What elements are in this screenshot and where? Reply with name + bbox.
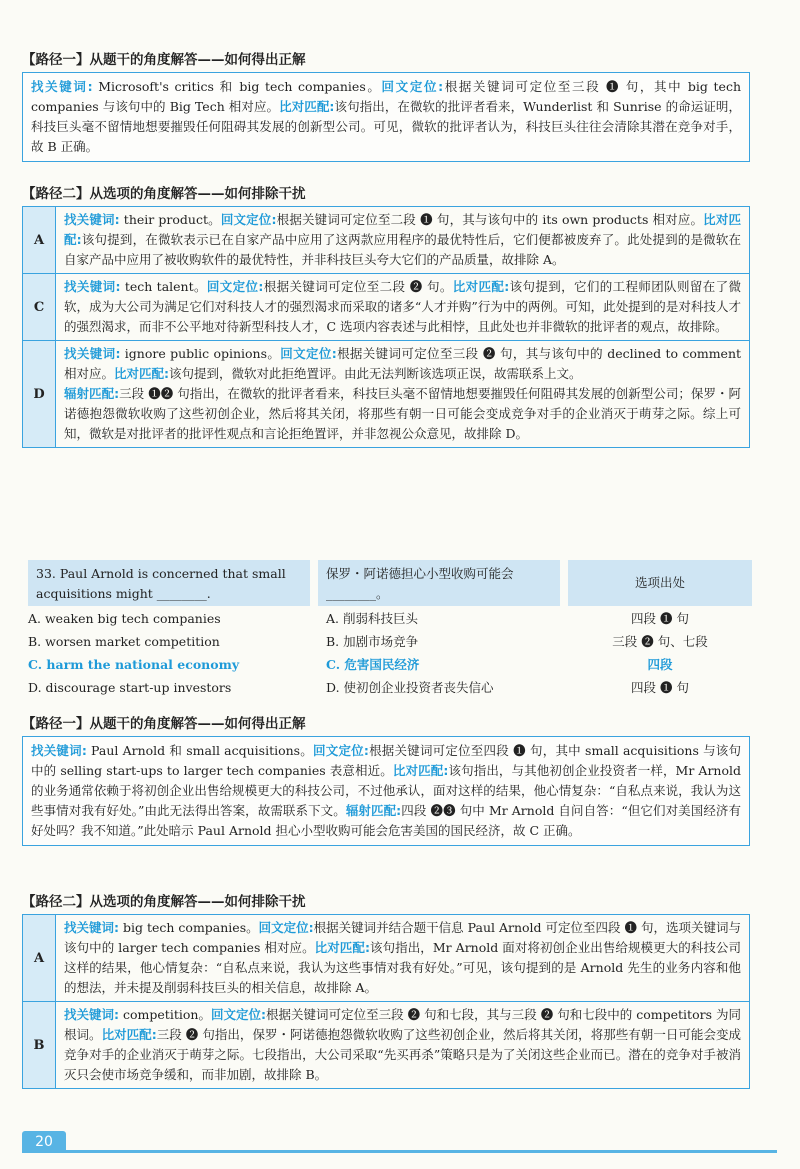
compare-label: 比对匹配: xyxy=(314,940,370,955)
compare-text: 该句提到，在微软表示已在自家产品中应用了这两款应用程序的最优特性后，它们便都被废弃了。此处提到的是微软在自家产品中应用了被收购软件的最优特性，并非科技巨头夸大它们的产品质量，故排除 A。 xyxy=(64,232,741,267)
question-stem-en: 33. Paul Arnold is concerned that small acquisitions might ________. xyxy=(28,560,310,606)
compare-text: 该句指出，在微软的批评者看来，Wunderlist 和 Sunrise 的命运证明，科技巨头毫不留情地想要摧毁任何阻碍其发展的创新型公司。可见，微软的批评者认为，科技巨头往往会清除其潜在竞争对手，故 B 正确。 xyxy=(31,99,741,154)
find-keyword-label: 找关键词: xyxy=(64,212,120,227)
compare-label: 比对匹配: xyxy=(279,99,335,114)
locate-label: 回文定位: xyxy=(258,920,314,935)
option-explanation xyxy=(56,274,750,341)
q33-path1-text xyxy=(31,741,741,841)
option-row-a xyxy=(23,915,750,1002)
find-keyword-label: 找关键词: xyxy=(31,743,87,758)
compare-label: 比对匹配: xyxy=(452,279,510,294)
locate-label: 回文定位: xyxy=(280,346,337,361)
choice-a-en: A. weaken big tech companies xyxy=(28,611,221,626)
option-explanation xyxy=(56,1002,750,1089)
locate-text: 根据关键词可定位至三段 ❷ 句和七段，其与三段 ❷ 句和七段中的 competitors 为同根词。 xyxy=(64,1007,741,1042)
choice-c-en-correct: C. harm the national economy xyxy=(28,657,240,672)
find-keyword-label: 找关键词: xyxy=(64,920,120,935)
option-row-d xyxy=(23,341,750,448)
q33-path2-heading: 【路径二】从选项的角度解答——如何排除干扰 xyxy=(22,894,306,910)
find-keyword-label: 找关键词: xyxy=(64,346,121,361)
radiate-text: 三段 ❶❷ 句指出，在微软的批评者看来，科技巨头毫不留情地想要摧毁任何阻碍其发展的创新型公司；保罗・阿诺德抱怨微软收购了这些初创企业，然后将其关闭，将那些有朝一日可能会变成竞争对手的企业消灭于萌芽之际。综上可知，微软是对批评者的批评性观点和言论拒绝置评，并非忽视公众意见，故排除 D。 xyxy=(64,386,742,441)
compare-text: 三段 ❷ 句指出，保罗・阿诺德抱怨微软收购了这些初创企业，然后将其关闭，将那些有朝一日可能会变成竞争对手的企业消灭于萌芽之际。七段指出，大公司采取“先买再杀”策略只是为了关闭这些企业而已。潜在的竞争对手被消灭只会使市场竞争缓和，而非加剧，故排除 B。 xyxy=(64,1027,742,1082)
choice-b-cn: B. 加剧市场竞争 xyxy=(326,634,419,649)
q33-path1-box xyxy=(22,736,750,846)
radiate-label: 辐射匹配: xyxy=(64,386,120,401)
keyword-text: Microsoft's critics 和 big tech companies。 xyxy=(92,79,382,94)
path1-box xyxy=(22,72,750,162)
option-row-b xyxy=(23,1002,750,1089)
locate-label: 回文定位: xyxy=(210,1007,266,1022)
locate-label: 回文定位: xyxy=(206,279,264,294)
path1-heading: 【路径一】从题干的角度解答——如何得出正解 xyxy=(22,52,306,68)
option-row-a xyxy=(23,207,750,274)
keyword-text: Paul Arnold 和 small acquisitions。 xyxy=(86,743,314,758)
option-letter: A xyxy=(23,915,56,1002)
choice-a-source: 四段 ❶ 句 xyxy=(631,611,689,626)
question-stem-cn: 保罗・阿诺德担心小型收购可能会________。 xyxy=(318,560,560,606)
locate-text: 根据关键词可定位至三段 ❷ 句，其与该句中的 declined to comment 相对应。 xyxy=(64,346,742,381)
locate-text: 根据关键词可定位至二段 ❷ 句。 xyxy=(263,279,453,294)
choice-b-source: 三段 ❷ 句、七段 xyxy=(612,634,708,649)
locate-text: 根据关键词可定位至四段 ❶ 句，其中 small acquisitions 与该句中的 selling start-ups to larger tech companies 表意相近。 xyxy=(31,743,742,778)
compare-text: 该句指出，Mr Arnold 面对将初创企业出售给规模更大的科技公司这样的结果，他心情复杂：“自私点来说，我认为这些事情对我有好处。”可见，该句提到的是 Arnold 先生的业务内容和他的想法，并未提及削弱科技巨头的相关信息，故排除 A。 xyxy=(64,940,741,995)
page-number: 20 xyxy=(22,1131,66,1153)
compare-text: 该句指出，与其他初创企业投资者一样，Mr Arnold 的业务通常依赖于将初创企业出售给规模更大的科技公司，不过他承认，面对这样的结果，他心情复杂：“自私点来说，我认为这些事情对我有好处。”由此无法得出答案，故需联系下文。 xyxy=(31,763,741,818)
find-keyword-label: 找关键词: xyxy=(64,1007,120,1022)
source-header: 选项出处 xyxy=(568,560,752,606)
find-keyword-label: 找关键词: xyxy=(64,279,121,294)
compare-label: 比对匹配: xyxy=(392,763,449,778)
option-letter: A xyxy=(23,207,56,274)
compare-label: 比对匹配: xyxy=(101,1027,157,1042)
compare-label: 比对匹配: xyxy=(64,212,742,247)
choice-d-source: 四段 ❶ 句 xyxy=(631,680,689,695)
radiate-label: 辐射匹配: xyxy=(345,803,402,818)
option-explanation xyxy=(56,915,750,1002)
choice-d-en: D. discourage start-up investors xyxy=(28,680,232,695)
compare-text: 该句提到，它们的工程师团队则留在了微软，成为大公司为满足它们对科技人才的强烈渴求而采取的诸多“人才并购”行为中的两例。可知，此处提到的是对科技人才的强烈渴求，而非不公平地对待新型科技人才，C 选项内容表述与此相悖，且此处也并非微软的批评者的观点，故排除。 xyxy=(64,279,742,334)
locate-text: 根据关键词并结合题干信息 Paul Arnold 可定位至四段 ❶ 句，选项关键词与该句中的 larger tech companies 相对应。 xyxy=(64,920,742,955)
find-keyword-label: 找关键词: xyxy=(31,79,93,94)
locate-label: 回文定位: xyxy=(313,743,369,758)
option-letter: C xyxy=(23,274,56,341)
option-letter: D xyxy=(23,341,56,448)
keyword-text: big tech companies。 xyxy=(119,920,259,935)
choice-c-cn-correct: C. 危害国民经济 xyxy=(326,657,420,672)
option-explanation xyxy=(56,207,750,274)
locate-label: 回文定位: xyxy=(220,212,277,227)
choice-d-cn: D. 使初创企业投资者丧失信心 xyxy=(326,680,494,695)
option-explanation xyxy=(56,341,750,448)
keyword-text: their product。 xyxy=(119,212,221,227)
keyword-text: ignore public opinions。 xyxy=(120,346,281,361)
path1-text xyxy=(31,77,741,157)
radiate-text: 四段 ❷❸ 句中 Mr Arnold 自问自答：“但它们对美国经济有好处吗？我不知道。”此处暗示 Paul Arnold 担心小型收购可能会危害美国的国民经济，故 C 正确。 xyxy=(31,803,741,838)
q33-path2-options-table xyxy=(22,914,750,1089)
q33-path1-heading: 【路径一】从题干的角度解答——如何得出正解 xyxy=(22,716,306,732)
choice-b-en: B. worsen market competition xyxy=(28,634,220,649)
compare-label: 比对匹配: xyxy=(114,366,170,381)
keyword-text: tech talent。 xyxy=(120,279,207,294)
footer-bar xyxy=(22,1150,777,1153)
locate-label: 回文定位: xyxy=(381,79,444,94)
locate-text: 根据关键词可定位至三段 ❶ 句，其中 big tech companies 与该句中的 Big Tech 相对应。 xyxy=(31,79,741,114)
choice-a-cn: A. 削弱科技巨头 xyxy=(326,611,418,626)
path2-options-table xyxy=(22,206,750,448)
choice-c-source: 四段 xyxy=(647,657,673,672)
option-letter: B xyxy=(23,1002,56,1089)
path2-heading: 【路径二】从选项的角度解答——如何排除干扰 xyxy=(22,186,306,202)
keyword-text: competition。 xyxy=(119,1007,211,1022)
compare-text: 该句提到，微软对此拒绝置评。由此无法判断该选项正误，故需联系上文。 xyxy=(169,366,582,381)
locate-text: 根据关键词可定位至二段 ❶ 句，其与该句中的 its own products 相对应。 xyxy=(276,212,704,227)
option-row-c xyxy=(23,274,750,341)
